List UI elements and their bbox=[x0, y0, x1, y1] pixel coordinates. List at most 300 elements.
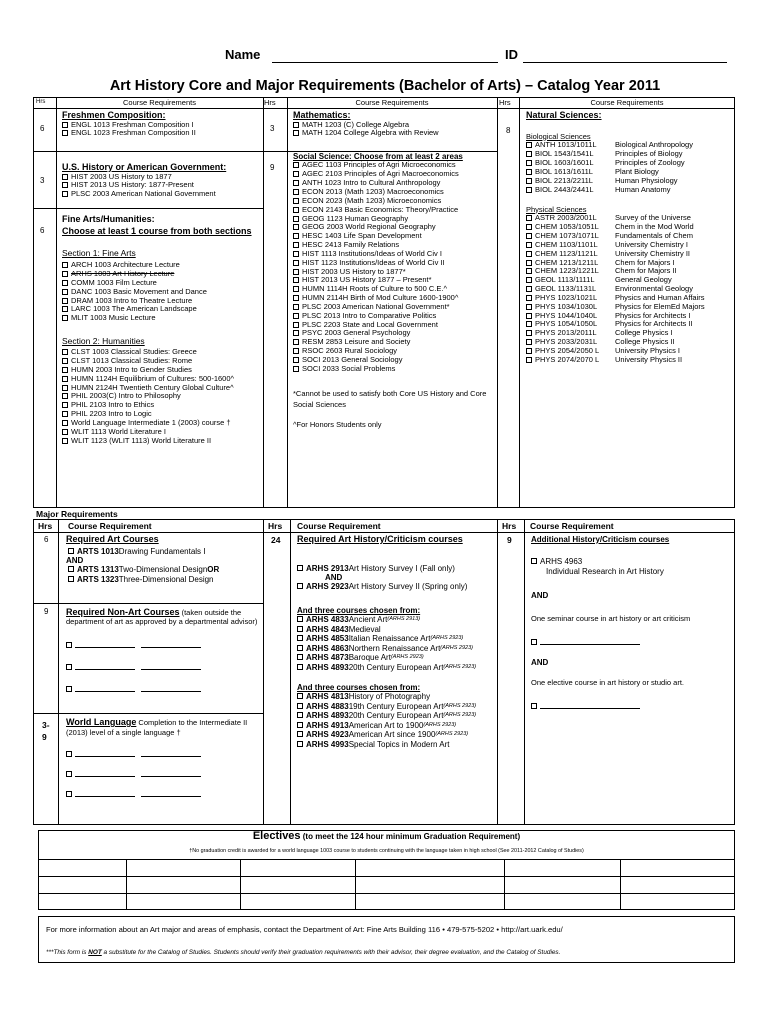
checkbox[interactable] bbox=[62, 174, 68, 180]
section-title: U.S. History or American Government: bbox=[62, 162, 227, 172]
course-code: BIOL 2443/2441L bbox=[535, 184, 594, 194]
page-title: Art History Core and Major Requirements (Bachelor of Arts) – Catalog Year 2011 bbox=[109, 78, 661, 94]
course-name: Ancient Art bbox=[348, 615, 388, 625]
course-item[interactable] bbox=[297, 625, 476, 634]
prereq: (ARHS 2923) bbox=[390, 654, 424, 661]
course-code: ARHS 4853 bbox=[306, 634, 349, 644]
checkbox[interactable] bbox=[531, 703, 537, 709]
course-code: CHEM 1123/1121L bbox=[535, 248, 598, 258]
blank-field[interactable] bbox=[75, 641, 135, 648]
course-label: HESC 1403 Life Span Development bbox=[302, 231, 422, 241]
checkbox[interactable] bbox=[526, 339, 532, 345]
checkbox[interactable] bbox=[293, 269, 299, 275]
checkbox[interactable] bbox=[62, 429, 68, 435]
course-item[interactable] bbox=[62, 129, 196, 138]
course-code: ARHS 4993 bbox=[306, 739, 349, 749]
checkbox[interactable] bbox=[62, 280, 68, 286]
course-item[interactable] bbox=[297, 644, 476, 653]
contact-info: For more information about an Art major and areas of emphasis, contact the Department of Art: Fine Arts Building 116 • 479-575-5202 • http://art.uark.edu/ bbox=[46, 925, 563, 934]
freshmen-hrs: 6 bbox=[40, 124, 45, 133]
checkbox[interactable] bbox=[526, 268, 532, 274]
section-subtitle: Choose at least 1 course from both sections bbox=[62, 225, 252, 236]
section-title: Additional History/Criticism courses bbox=[531, 535, 670, 544]
checkbox[interactable] bbox=[526, 348, 532, 354]
checkbox[interactable] bbox=[62, 402, 68, 408]
course-label: ANTH 1023 Intro to Cultural Anthropology bbox=[302, 178, 441, 188]
checkbox[interactable] bbox=[293, 357, 299, 363]
course-label: COMM 1003 Film Lecture bbox=[71, 277, 157, 287]
course-label: RSOC 2603 Rural Sociology bbox=[302, 346, 398, 356]
course-item[interactable] bbox=[297, 721, 476, 730]
course-code: CHEM 1073/1071L bbox=[535, 231, 599, 241]
hrs-header: Hrs bbox=[36, 99, 46, 105]
course-item[interactable] bbox=[526, 186, 705, 195]
course-label: MATH 1204 College Algebra with Review bbox=[302, 128, 439, 138]
course-name: American Art to 1900 bbox=[348, 720, 424, 730]
course-name: Survey of the Universe bbox=[615, 213, 691, 223]
course-label: HUMN 2114H Birth of Mod Culture 1600-1900^ bbox=[302, 293, 459, 303]
additional-section: Additional History/Criticism courses ARHS 4963 Individual Research in Art History AND One seminar course in art history or art criticism AND One elective course in art history or studio art. bbox=[531, 535, 690, 709]
us-history-hrs: 3 bbox=[40, 176, 45, 185]
course-label: HIST 1123 Institutions/Ideas of World Civ II bbox=[302, 257, 445, 267]
checkbox[interactable] bbox=[297, 565, 303, 571]
course-code: PHYS 2033/2031L bbox=[535, 337, 598, 347]
course-label: SOCI 2033 Social Problems bbox=[302, 363, 396, 373]
course-label: ECON 2013 (Math 1203) Macroeconomics bbox=[302, 186, 444, 196]
course-code: ARHS 4893 bbox=[306, 662, 349, 672]
blank-field[interactable] bbox=[141, 750, 201, 757]
art-history-hrs: 24 bbox=[271, 535, 281, 545]
course-name: Italian Renaissance Art bbox=[348, 634, 431, 644]
checkbox[interactable] bbox=[66, 642, 72, 648]
checkbox[interactable] bbox=[526, 215, 532, 221]
checkbox[interactable] bbox=[293, 216, 299, 222]
hrs-header: Hrs bbox=[268, 521, 283, 531]
name-label: Name bbox=[225, 47, 261, 62]
honors-note: ^For Honors Students only bbox=[293, 419, 382, 429]
blank-field[interactable] bbox=[75, 770, 135, 777]
checkbox[interactable] bbox=[526, 224, 532, 230]
course-code: ARHS 4893 bbox=[306, 711, 349, 721]
checkbox[interactable] bbox=[526, 151, 532, 157]
course-label: HIST 2013 US History: 1877-Present bbox=[71, 180, 194, 190]
checkbox[interactable] bbox=[68, 566, 74, 572]
course-req-header: Course Requirement bbox=[297, 521, 381, 531]
section1-title: Section 1: Fine Arts bbox=[62, 248, 136, 259]
checkbox[interactable] bbox=[526, 251, 532, 257]
checkbox[interactable] bbox=[293, 322, 299, 328]
checkbox[interactable] bbox=[293, 366, 299, 372]
blank-field[interactable] bbox=[75, 663, 135, 670]
course-label: PLSC 2003 American National Government* bbox=[302, 301, 450, 311]
checkbox[interactable] bbox=[526, 321, 532, 327]
world-language-section: World Language Completion to the Intermediate II (2013) level of a single language † bbox=[66, 717, 260, 797]
bio-title: Biological Sciences bbox=[526, 131, 591, 141]
course-code: ARHS 4843 bbox=[306, 624, 349, 634]
section-title: Natural Sciences: bbox=[526, 110, 602, 120]
checkbox[interactable] bbox=[66, 664, 72, 670]
checkbox[interactable] bbox=[526, 169, 532, 175]
course-name: History of Photography bbox=[348, 692, 431, 702]
prereq: (ARHS 2923) bbox=[443, 702, 477, 709]
required-art-section: Required Art Courses ARTS 1013 Drawing Fundamentals I AND ARTS 1313 Two-Dimensional Design OR ARTS 1323 Three-Dimensional Design bbox=[66, 534, 220, 584]
course-item[interactable] bbox=[297, 663, 476, 672]
course-label: HIST 2003 US History to 1877* bbox=[302, 266, 406, 276]
course-code: BIOL 1543/1541L bbox=[535, 149, 594, 159]
blank-field[interactable] bbox=[75, 750, 135, 757]
course-code: ARHS 4863 bbox=[306, 643, 349, 653]
checkbox[interactable] bbox=[293, 207, 299, 213]
blank-field[interactable] bbox=[141, 790, 201, 797]
course-name: Environmental Geology bbox=[615, 284, 693, 294]
course-code: PHYS 2054/2050 L bbox=[535, 346, 600, 356]
checkbox[interactable] bbox=[293, 339, 299, 345]
course-label: PLSC 2203 State and Local Government bbox=[302, 319, 438, 329]
course-name: College Physics I bbox=[615, 328, 673, 338]
course-item[interactable] bbox=[297, 702, 476, 711]
course-label: HUMN 2124H Twentieth Century Global Culture^ bbox=[71, 382, 234, 392]
course-name: University Chemistry II bbox=[615, 248, 691, 258]
checkbox[interactable] bbox=[526, 295, 532, 301]
course-code: BIOL 1603/1601L bbox=[535, 158, 594, 168]
course-label: SOCI 2013 General Sociology bbox=[302, 355, 403, 364]
course-item[interactable] bbox=[62, 190, 226, 199]
course-label: PHIL 2003(C) Intro to Philosophy bbox=[71, 391, 181, 401]
course-item[interactable] bbox=[297, 615, 476, 624]
checkbox[interactable] bbox=[526, 142, 532, 148]
course-name: College Physics II bbox=[615, 337, 675, 347]
prereq: (ARHS 2913) bbox=[387, 616, 421, 623]
prereq: (ARHS 2923) bbox=[430, 635, 464, 642]
course-label: CLST 1003 Classical Studies: Greece bbox=[71, 347, 197, 357]
blank-field[interactable] bbox=[141, 685, 201, 692]
checkbox[interactable] bbox=[297, 664, 303, 670]
checkbox[interactable] bbox=[293, 286, 299, 292]
course-label: HUMN 1114H Roots of Culture to 500 C.E.^ bbox=[302, 284, 447, 294]
course-item[interactable] bbox=[297, 653, 476, 662]
checkbox[interactable] bbox=[293, 233, 299, 239]
course-label: PHIL 2203 Intro to Logic bbox=[71, 409, 152, 419]
freshmen-composition-section bbox=[62, 110, 196, 138]
blank-field[interactable] bbox=[141, 663, 201, 670]
course-name: Chem for Majors I bbox=[615, 257, 675, 267]
course-name: 20th Century European Art bbox=[348, 711, 444, 721]
checkbox[interactable] bbox=[526, 277, 532, 283]
checkbox[interactable] bbox=[62, 376, 68, 382]
course-name: Fundamentals of Chem bbox=[615, 231, 693, 241]
checkbox[interactable] bbox=[293, 313, 299, 319]
checkbox[interactable] bbox=[62, 191, 68, 197]
checkbox[interactable] bbox=[297, 731, 303, 737]
checkbox[interactable] bbox=[62, 289, 68, 295]
checkbox[interactable] bbox=[293, 277, 299, 283]
course-label: GEOG 2003 World Regional Geography bbox=[302, 222, 436, 232]
course-item[interactable] bbox=[297, 711, 476, 720]
natural-sciences-section bbox=[526, 110, 705, 365]
checkbox[interactable] bbox=[62, 306, 68, 312]
prereq: (ARHS 2923) bbox=[423, 721, 457, 728]
course-label: ENGL 1023 Freshman Composition II bbox=[71, 128, 196, 138]
course-name: Physics and Human Affairs bbox=[615, 292, 705, 302]
additional-hrs: 9 bbox=[507, 535, 512, 545]
checkbox[interactable] bbox=[62, 182, 68, 188]
checkbox[interactable] bbox=[62, 262, 68, 268]
checkbox[interactable] bbox=[526, 357, 532, 363]
checkbox[interactable] bbox=[293, 251, 299, 257]
checkbox[interactable] bbox=[62, 122, 68, 128]
checkbox[interactable] bbox=[297, 626, 303, 632]
non-art-section: Required Non-Art Courses (taken outside the department of art as approved by a departmental advisor) bbox=[66, 607, 258, 692]
us-history-section bbox=[62, 162, 226, 199]
hrs-header: Hrs bbox=[38, 521, 53, 531]
course-code: ARHS 4913 bbox=[306, 720, 349, 730]
course-name: Medieval bbox=[348, 624, 381, 634]
course-label: HUMN 2003 Intro to Gender Studies bbox=[71, 364, 192, 374]
course-name: Northern Renaissance Art bbox=[348, 643, 441, 653]
checkbox[interactable] bbox=[62, 298, 68, 304]
course-label: AGEC 1103 Principles of Agri Microeconomics bbox=[302, 160, 456, 170]
course-req-header: Course Requirements bbox=[355, 98, 429, 107]
course-name: University Chemistry I bbox=[615, 239, 688, 249]
course-item[interactable] bbox=[62, 314, 252, 323]
checkbox[interactable] bbox=[62, 358, 68, 364]
checkbox[interactable] bbox=[526, 242, 532, 248]
checkbox[interactable] bbox=[68, 576, 74, 582]
checkbox[interactable] bbox=[293, 189, 299, 195]
checkbox[interactable] bbox=[526, 313, 532, 319]
course-item[interactable] bbox=[297, 740, 476, 749]
checkbox[interactable] bbox=[62, 349, 68, 355]
course-name: Biological Anthropology bbox=[615, 140, 693, 150]
checkbox[interactable] bbox=[297, 722, 303, 728]
course-code: PHYS 2074/2070 L bbox=[535, 354, 600, 364]
course-req-header: Course Requirement bbox=[530, 521, 614, 531]
course-code: PHYS 1054/1050L bbox=[535, 319, 598, 329]
checkbox[interactable] bbox=[526, 233, 532, 239]
course-name: 19th Century European Art bbox=[348, 701, 444, 711]
course-name: Physics for Architects I bbox=[615, 310, 691, 320]
blank-field[interactable] bbox=[540, 702, 640, 709]
checkbox[interactable] bbox=[526, 286, 532, 292]
course-label: HIST 2013 US History 1877 – Present* bbox=[302, 275, 432, 285]
course-code: ARHS 4833 bbox=[306, 615, 349, 625]
course-name: Human Physiology bbox=[615, 175, 678, 185]
section-title: Required Art History/Criticism courses bbox=[297, 534, 463, 544]
course-code: PHYS 1023/1021L bbox=[535, 292, 598, 302]
checkbox[interactable] bbox=[293, 304, 299, 310]
fine-arts-hrs: 6 bbox=[40, 226, 45, 235]
checkbox[interactable] bbox=[293, 122, 299, 128]
course-name: 20th Century European Art bbox=[348, 662, 444, 672]
non-art-hrs: 9 bbox=[44, 607, 49, 616]
course-label: PSYC 2003 General Psychology bbox=[302, 328, 411, 338]
checkbox[interactable] bbox=[293, 330, 299, 336]
checkbox[interactable] bbox=[297, 654, 303, 660]
blank-field[interactable] bbox=[540, 638, 640, 645]
course-code: ARHS 4883 bbox=[306, 701, 349, 711]
course-name: Principles of Biology bbox=[615, 149, 683, 159]
checkbox[interactable] bbox=[526, 260, 532, 266]
id-field[interactable] bbox=[523, 47, 727, 63]
course-label: PHIL 2103 Intro to Ethics bbox=[71, 400, 155, 410]
checkbox[interactable] bbox=[293, 130, 299, 136]
checkbox[interactable] bbox=[66, 686, 72, 692]
checkbox[interactable] bbox=[297, 703, 303, 709]
checkbox[interactable] bbox=[293, 162, 299, 168]
course-label: MATH 1203 (C) College Algebra bbox=[302, 119, 409, 129]
social-note: *Cannot be used to satisfy both Core US History and Core Social Sciences bbox=[293, 388, 487, 410]
course-code: ARHS 4923 bbox=[306, 730, 349, 740]
checkbox[interactable] bbox=[297, 693, 303, 699]
course-name: Principles of Zoology bbox=[615, 158, 685, 168]
checkbox[interactable] bbox=[68, 548, 74, 554]
course-label: ARHS 1003 Art History Lecture bbox=[71, 269, 175, 279]
course-req-header: Course Requirements bbox=[590, 98, 664, 107]
checkbox[interactable] bbox=[297, 645, 303, 651]
course-label: HESC 2413 Family Relations bbox=[302, 240, 400, 250]
course-code: CHEM 1223/1221L bbox=[535, 266, 599, 276]
blank-field[interactable] bbox=[141, 641, 201, 648]
checkbox[interactable] bbox=[66, 771, 72, 777]
prereq: (ARHS 2923) bbox=[435, 731, 469, 738]
checkbox[interactable] bbox=[66, 791, 72, 797]
fine-arts-section bbox=[62, 214, 252, 445]
checkbox[interactable] bbox=[62, 385, 68, 391]
course-item[interactable] bbox=[297, 692, 476, 701]
checkbox[interactable] bbox=[531, 639, 537, 645]
course-label: ECON 2023 (Math 1203) Microeconomics bbox=[302, 195, 442, 205]
course-code: BIOL 2213/2211L bbox=[535, 175, 593, 185]
checkbox[interactable] bbox=[293, 171, 299, 177]
course-label: HIST 1113 Institutions/Ideas of World Civ I bbox=[302, 248, 442, 258]
checkbox[interactable] bbox=[297, 583, 303, 589]
checkbox[interactable] bbox=[293, 348, 299, 354]
electives-footnote: †No graduation credit is awarded for a world language 1003 course to students continuing with the language taken in high school (See 2011-2012 Catalog of Studies) bbox=[189, 848, 584, 854]
section-title: Fine Arts/Humanities: bbox=[62, 214, 155, 224]
section-title: Freshmen Composition: bbox=[62, 110, 166, 120]
course-name: University Physics I bbox=[615, 346, 681, 356]
course-name: American Art since 1900 bbox=[348, 730, 436, 740]
course-name: Human Anatomy bbox=[615, 184, 671, 194]
course-code: CHEM 1103/1101L bbox=[535, 239, 598, 249]
course-label: ENGL 1013 Freshman Composition I bbox=[71, 119, 194, 129]
course-req-header: Course Requirements bbox=[123, 98, 196, 107]
course-item[interactable] bbox=[297, 634, 476, 643]
checkbox[interactable] bbox=[62, 271, 68, 277]
checkbox[interactable] bbox=[293, 180, 299, 186]
checkbox[interactable] bbox=[62, 130, 68, 136]
course-name: Baroque Art bbox=[348, 653, 391, 663]
blank-field[interactable] bbox=[75, 790, 135, 797]
checkbox[interactable] bbox=[62, 393, 68, 399]
course-item[interactable] bbox=[293, 129, 439, 138]
checkbox[interactable] bbox=[293, 242, 299, 248]
course-name: Physics for ElemEd Majors bbox=[615, 301, 705, 311]
name-field[interactable] bbox=[272, 47, 498, 63]
checkbox[interactable] bbox=[293, 295, 299, 301]
course-label: ARCH 1003 Architecture Lecture bbox=[71, 260, 180, 270]
blank-field[interactable] bbox=[75, 685, 135, 692]
course-label: RESM 2853 Leisure and Society bbox=[302, 337, 411, 347]
checkbox[interactable] bbox=[293, 224, 299, 230]
language-hrs: 3- 9 bbox=[42, 720, 50, 742]
hrs-header: Hrs bbox=[502, 521, 517, 531]
hrs-header: Hrs bbox=[499, 98, 511, 107]
checkbox[interactable] bbox=[62, 438, 68, 444]
checkbox[interactable] bbox=[293, 260, 299, 266]
course-req-header: Course Requirement bbox=[68, 521, 152, 531]
section-title: Required Art Courses bbox=[66, 534, 159, 544]
natural-sciences-hrs: 8 bbox=[506, 126, 511, 135]
course-item[interactable] bbox=[297, 730, 476, 739]
course-label: CLST 1013 Classical Studies: Rome bbox=[71, 356, 193, 365]
course-label: DANC 1003 Basic Movement and Dance bbox=[71, 286, 207, 296]
course-code: PHYS 1044/1040L bbox=[535, 310, 598, 320]
course-label: DRAM 1003 Intro to Theatre Lecture bbox=[71, 295, 193, 305]
checkbox[interactable] bbox=[297, 635, 303, 641]
math-section bbox=[293, 110, 439, 138]
course-name: Plant Biology bbox=[615, 166, 659, 176]
checkbox[interactable] bbox=[62, 367, 68, 373]
checkbox[interactable] bbox=[526, 187, 532, 193]
checkbox[interactable] bbox=[531, 558, 537, 564]
course-item[interactable] bbox=[62, 437, 252, 446]
checkbox[interactable] bbox=[526, 160, 532, 166]
course-name: Special Topics in Modern Art bbox=[348, 739, 450, 749]
course-item[interactable] bbox=[293, 365, 493, 374]
course-label: ECON 2143 Basic Economics: Theory/Practice bbox=[302, 204, 459, 214]
checkbox[interactable] bbox=[526, 178, 532, 184]
prereq: (ARHS 2923) bbox=[443, 712, 477, 719]
checkbox[interactable] bbox=[293, 198, 299, 204]
course-label: AGEC 2103 Principles of Agri Macroeconomics bbox=[302, 169, 459, 179]
course-label: World Language Intermediate 1 (2003) course † bbox=[71, 417, 231, 427]
course-name: Chem for Majors II bbox=[615, 266, 677, 276]
prereq: (ARHS 2923) bbox=[443, 663, 477, 670]
checkbox[interactable] bbox=[297, 616, 303, 622]
course-code: ARHS 4813 bbox=[306, 692, 349, 702]
checkbox[interactable] bbox=[297, 712, 303, 718]
blank-field[interactable] bbox=[141, 770, 201, 777]
course-label: HIST 2003 US History to 1877 bbox=[71, 171, 172, 181]
course-code: ARHS 4873 bbox=[306, 653, 349, 663]
checkbox[interactable] bbox=[526, 304, 532, 310]
prereq: (ARHS 2923) bbox=[440, 644, 474, 651]
social-hrs: 9 bbox=[270, 163, 275, 172]
req-art-hrs: 6 bbox=[44, 535, 49, 544]
checkbox[interactable] bbox=[62, 315, 68, 321]
course-code: ANTH 1013/1011L bbox=[535, 140, 597, 150]
checkbox[interactable] bbox=[526, 330, 532, 336]
course-label: GEOG 1123 Human Geography bbox=[302, 213, 409, 223]
course-code: PHYS 1034/1030L bbox=[535, 301, 598, 311]
checkbox[interactable] bbox=[297, 741, 303, 747]
id-label: ID bbox=[505, 47, 518, 62]
section2-title: Section 2: Humanities bbox=[62, 336, 145, 347]
course-code: GEOL 1113/1111L bbox=[535, 275, 595, 285]
course-code: CHEM 1213/1211L bbox=[535, 257, 599, 267]
checkbox[interactable] bbox=[66, 751, 72, 757]
checkbox[interactable] bbox=[62, 420, 68, 426]
course-name: Physics for Architects II bbox=[615, 319, 693, 329]
course-code: ASTR 2003/2001L bbox=[535, 213, 597, 223]
hrs-header: Hrs bbox=[264, 98, 276, 107]
social-science-section bbox=[293, 152, 493, 430]
course-item[interactable] bbox=[526, 356, 705, 365]
course-label: HUMN 1124H Equilibrium of Cultures: 500-1600^ bbox=[71, 373, 235, 383]
checkbox[interactable] bbox=[62, 411, 68, 417]
course-label: LARC 1003 The American Landscape bbox=[71, 304, 197, 314]
